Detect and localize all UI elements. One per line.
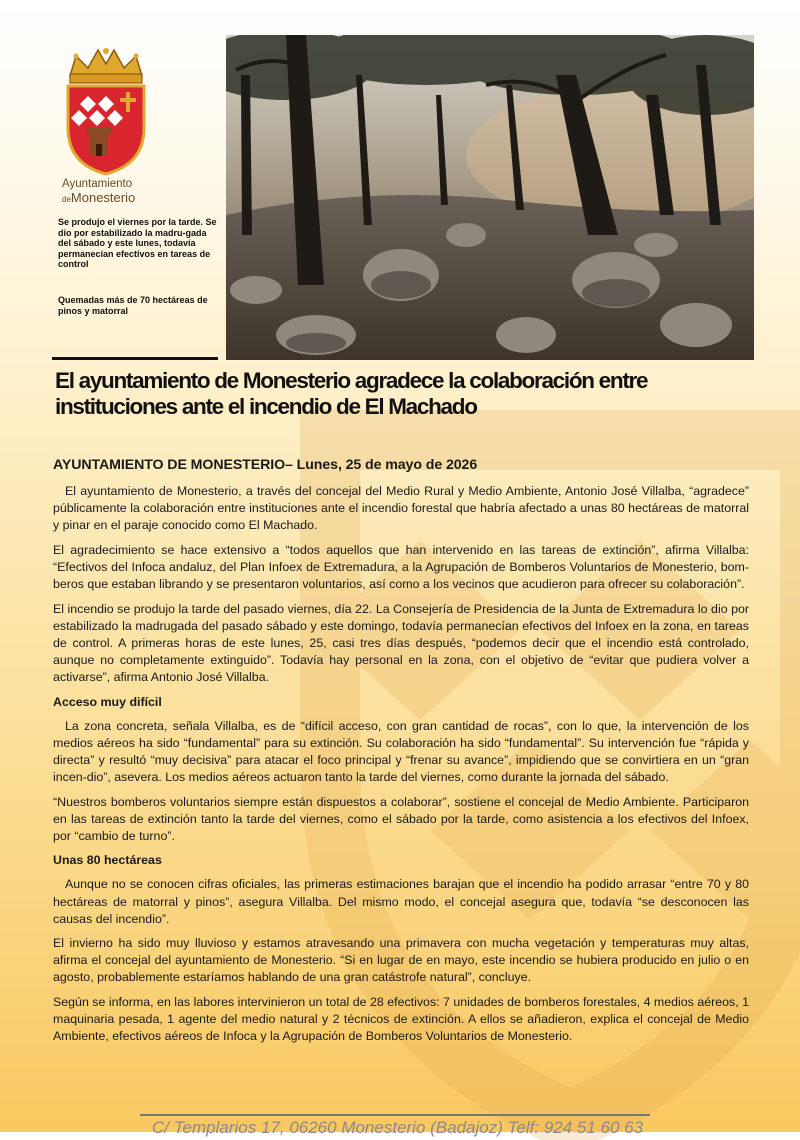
sidenote-fire-start: Se produjo el viernes por la tarde. Se dio por estabilizado la madru-gada del sábado y este lunes, todavía permanecían efectivos en tareas de control bbox=[58, 217, 217, 269]
subheading-access: Acceso muy difícil bbox=[53, 694, 162, 709]
paragraph-5: “Nuestros bomberos voluntarios siempre están dispuestos a colaborar”, sostiene el concejal de Medio Ambiente. Participaron en las tareas de extinción tanto la tarde del viernes, como el sábado por la tarde, como asistencia a los efectivos del Infoex, por “cambio de turno”. bbox=[53, 794, 749, 843]
paragraph-4: La zona concreta, señala Villalba, es de “difícil acceso, con gran cantidad de rocas”, con lo que, la intervención de los medios aéreos ha sido “fundamental” para su extinción. Su colaboración ha sido “fundamental”. Su intervención fue “rápida y directa” y resultó “muy decisiva” para atacar el foco principal y “frenar su avance”, impidiendo que se convirtiera en un “gran incen-dio”, asevera. Los medios aéreos actuaron tanto la tarde del viernes, como durante la jornada del sábado. bbox=[53, 718, 749, 784]
article-headline: El ayuntamiento de Monesterio agradece la colaboración entre instituciones ante el incendio de El Machado bbox=[55, 368, 648, 419]
subheading-hectares: Unas 80 hectáreas bbox=[53, 853, 162, 868]
paragraph-6: Aunque no se conocen cifras oficiales, las primeras estimaciones barajan que el incendio ha podido arrasar “entre 70 y 80 hectáreas de matorral y pinos”, asegura Villalba. Del mismo modo, el concejal asegura que, todavía “se desconocen las causas del incendio”. bbox=[53, 877, 749, 926]
paragraph-1: El ayuntamiento de Monesterio, a través del concejal del Medio Rural y Medio Ambiente, Antonio José Villalba, “agradece” públicamente la colaboración entre instituciones ante el incendio forestal que habría afectado a unas 80 hectáreas de matorral y pinar en el paraje conocido como El Machado. bbox=[53, 484, 749, 533]
paragraph-3: El incendio se produjo la tarde del pasado viernes, día 22. La Consejería de Presidencia de la Junta de Extremadura lo dio por estabilizado la madrugada del pasado sábado y este domingo, todavía permanecían efectivos del Infoex en la zona, en tareas de control. A primeras horas de este lunes, 25, casi tres días después, “podemos decir que el incendio está controlado, aunque no completamente extinguido”. Todavía hay personal en la zona, con el objetivo de “evitar que pudiera volver a activarse”, afirma Antonio José Villalba. bbox=[53, 601, 749, 685]
wordmark-de: de bbox=[62, 195, 71, 204]
wordmark-town: Monesterio bbox=[70, 190, 136, 205]
wordmark-line2 bbox=[62, 191, 135, 206]
footer-divider bbox=[140, 1114, 650, 1116]
ayuntamiento-crest-logo bbox=[60, 46, 152, 176]
paragraph-8: Según se informa, en las labores intervinieron un total de 28 efectivos: 7 unidades de bomberos forestales, 4 medios aéreos, 1 maquinaria pesada, 1 agente del medio natural y 2 técnicos de extinción. A ellos se añadieron, explica el concejal de Medio Ambiente, efectivos aéreos de Infoca y la Agrupación de Bomberos Voluntarios de Monesterio. bbox=[53, 995, 749, 1044]
burned-forest-photo bbox=[226, 35, 754, 360]
article-dateline: AYUNTAMIENTO DE MONESTERIO– Lunes, 25 de mayo de 2026 bbox=[53, 457, 478, 473]
headline-divider bbox=[52, 357, 218, 360]
paragraph-2: El agradecimiento se hace extensivo a “todos aquellos que han intervenido en las tareas de extinción”, afirma Villalba: “Efectivos del Infoca andaluz, del Plan Infoex de Extremadura, a la Agrupación de Bomberos Voluntarios de Monesterio, bom-beros que estaban librando y se presentaron voluntarios, así como a los vecinos que acudieron para ofrecer su colaboración”. bbox=[53, 542, 749, 592]
ayuntamiento-wordmark bbox=[62, 178, 135, 206]
wordmark-line1: Ayuntamiento bbox=[62, 178, 133, 190]
paragraph-7: El invierno ha sido muy lluvioso y estamos atravesando una primavera con mucha vegetación y temperaturas muy altas, afirma el concejal del ayuntamiento de Monesterio. “Si en lugar de en mayo, este incendio se hubiera producido en julio o en agosto, probablemente estaríamos hablando de una gran catástrofe natural”, concluye. bbox=[53, 936, 749, 985]
footer-address: C/ Templarios 17, 06260 Monesterio (Badajoz) Telf: 924 51 60 63 bbox=[152, 1118, 644, 1137]
article-body bbox=[53, 457, 749, 1053]
sidenote-burned-area: Quemadas más de 70 hectáreas de pinos y matorral bbox=[58, 295, 208, 316]
